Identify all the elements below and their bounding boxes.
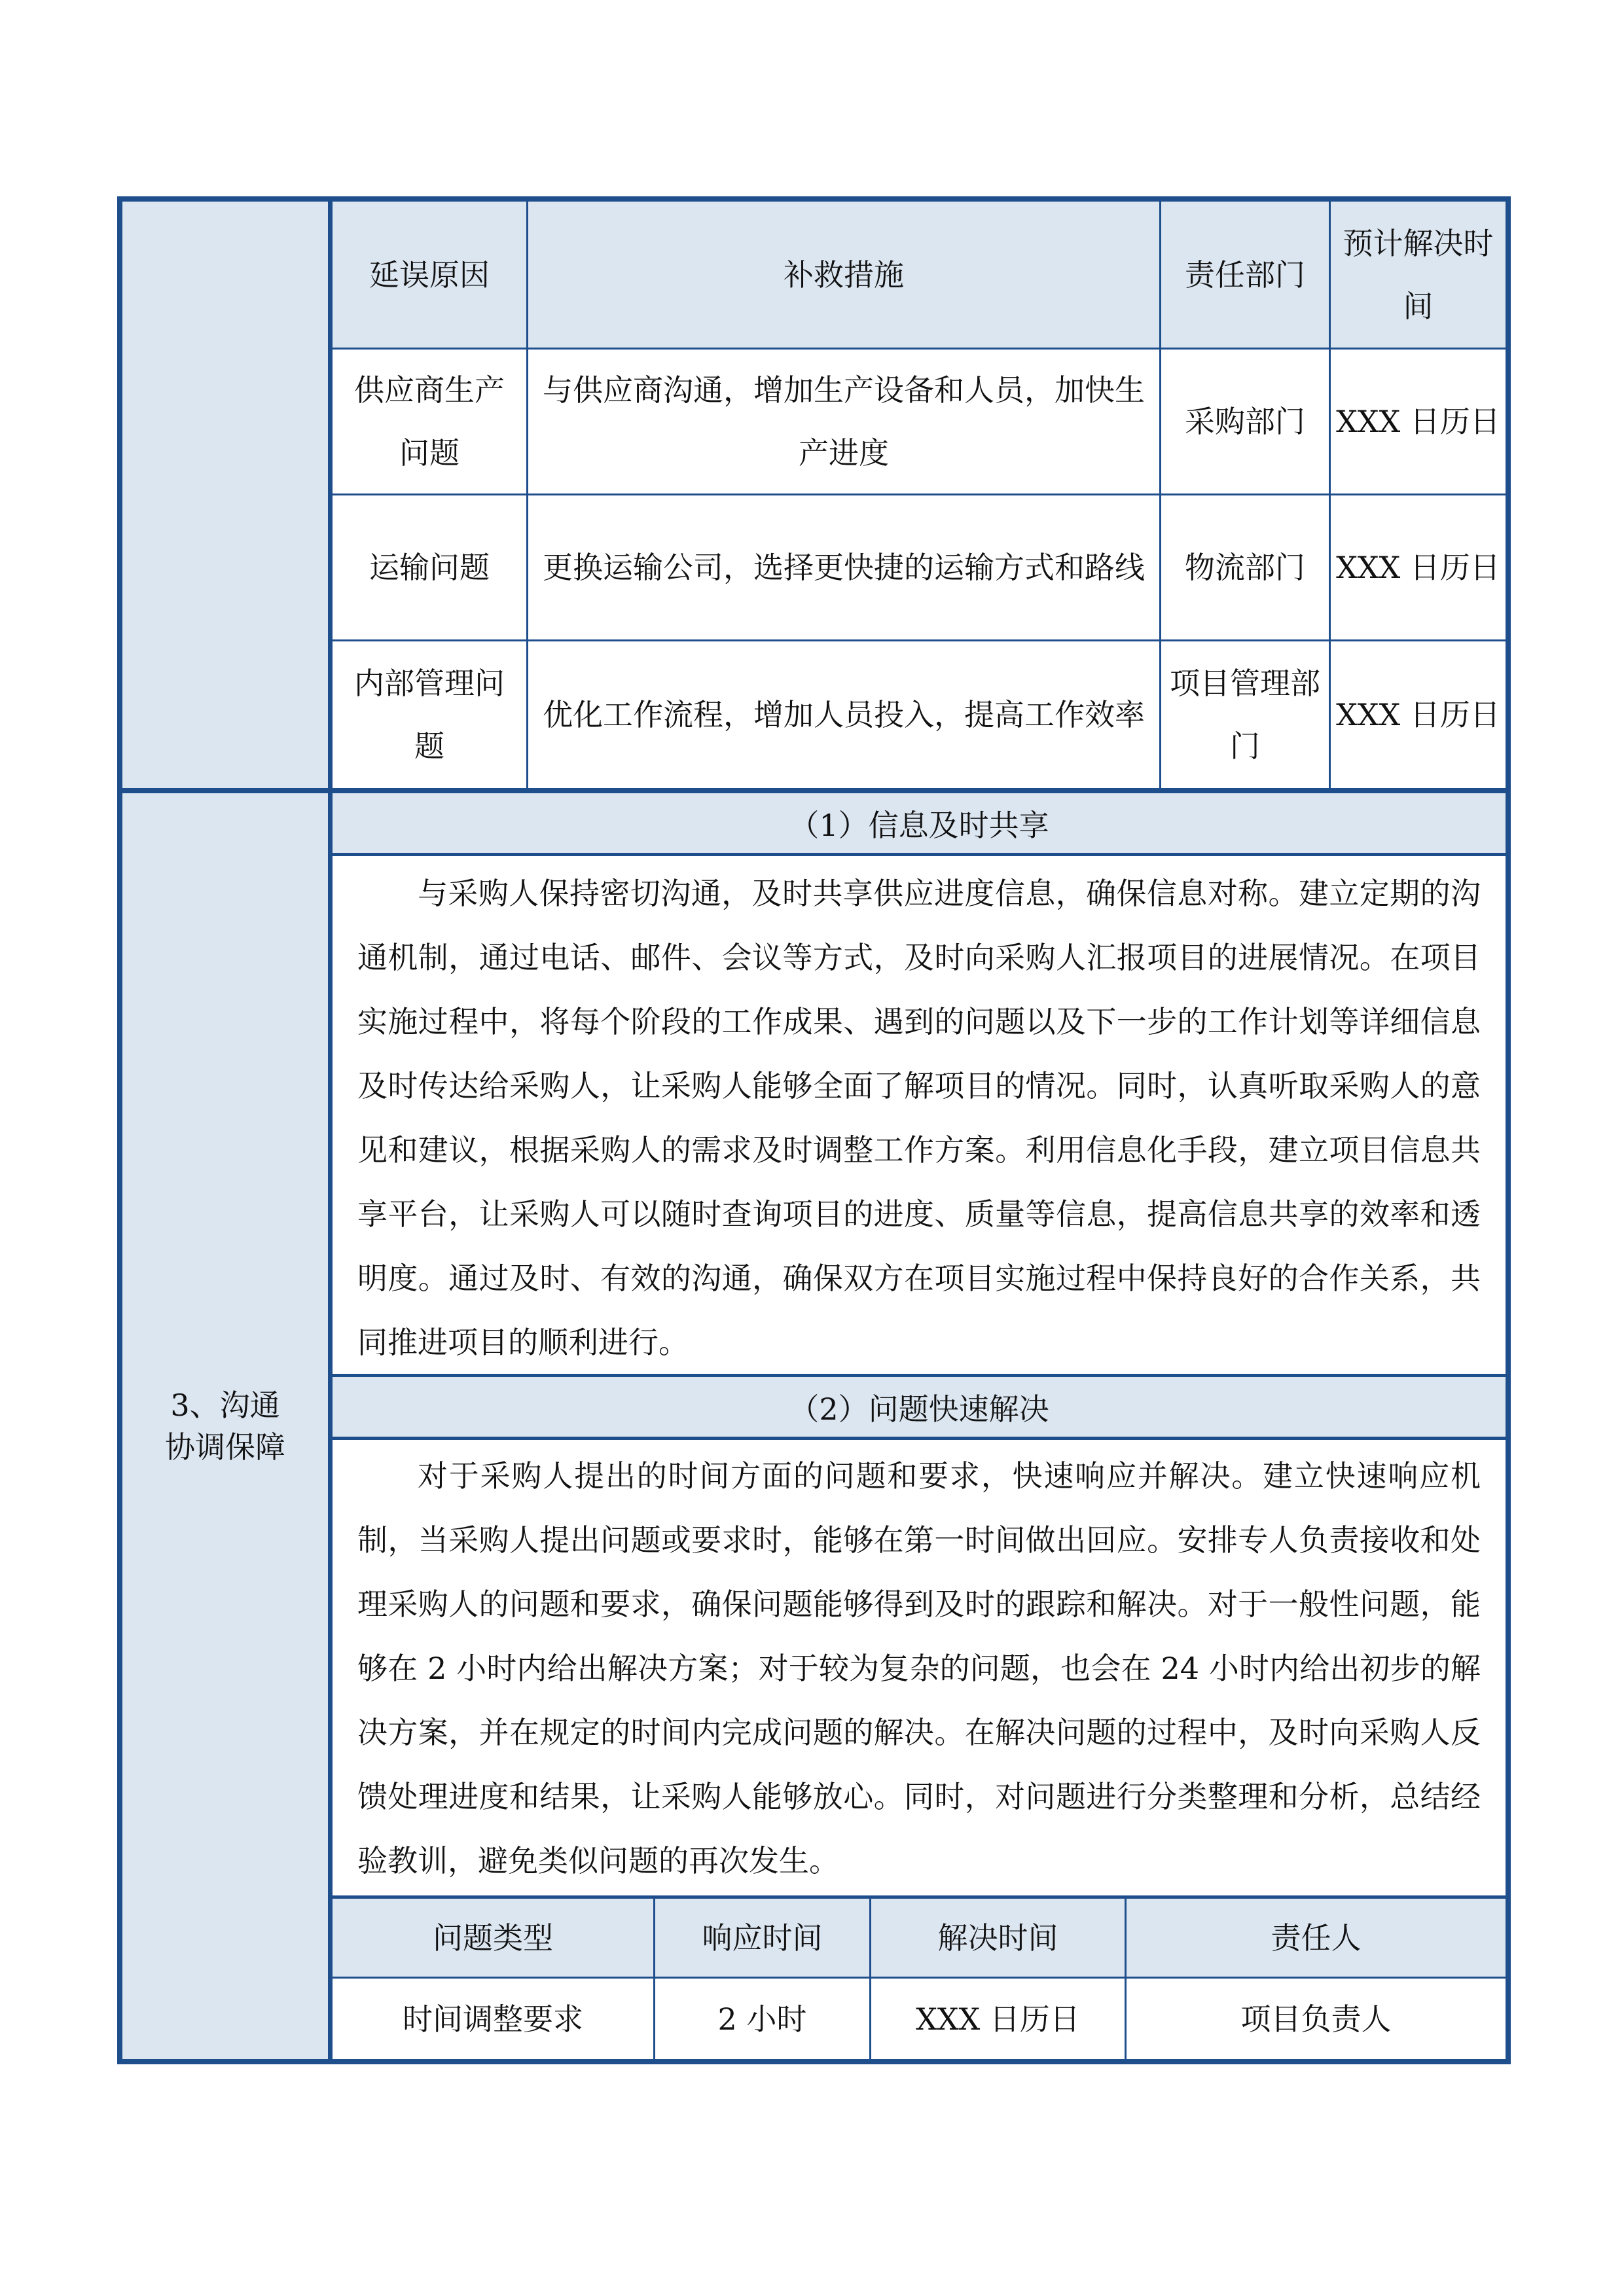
delay-row-reason: 运输问题	[369, 550, 490, 585]
delay-row-time: XXX 日历日	[1336, 697, 1500, 732]
delay-row-reason: 供应商生产问题	[354, 372, 505, 471]
sub2-body: 对于采购人提出的时间方面的问题和要求，快速响应并解决。建立快速响应机制，当采购人提出问题或要求时，能够在第一时间做出回应。安排专人负责接收和处理采购人的问题和要求，确保问题能够得到及时的跟踪和解决。对于一般性问题，能够在 2 小时内给出解决方案；对于较为复杂的问题，也会在 24 小时内给出初步的解决方案，并在规定的时间内完成问题的解决。在解决问题的过程中，及时向采购人反馈处理进度和结果，让采购人能够放心。同时，对问题进行分类整理和分析，总结经验教训，避免类似问题的再次发生。	[357, 1458, 1481, 1878]
response-header-type: 问题类型	[433, 1920, 553, 1956]
delay-row-measure: 与供应商沟通，增加生产设备和人员，加快生产进度	[543, 372, 1145, 471]
main-divider	[328, 202, 333, 2059]
delay-row-dept: 物流部门	[1185, 550, 1305, 585]
delay-header-reason: 延误原因	[369, 257, 490, 293]
section3-title-cell	[122, 793, 328, 2059]
section3-title: 3、沟通协调保障	[165, 1388, 285, 1465]
response-header-owner: 责任人	[1271, 1920, 1362, 1956]
delay-row-dept: 项目管理部门	[1170, 666, 1320, 764]
delay-row-time: XXX 日历日	[1336, 404, 1500, 439]
response-row-owner: 项目负责人	[1240, 2001, 1392, 2037]
delay-row-dept: 采购部门	[1185, 404, 1305, 439]
delay-row-measure: 更换运输公司，选择更快捷的运输方式和路线	[543, 550, 1145, 585]
delay-header-time: 预计解决时间	[1343, 225, 1494, 324]
sub2-heading: （2）问题快速解决	[333, 1377, 1506, 1437]
response-header-resolve-time: 解决时间	[937, 1920, 1058, 1956]
response-header-response-time: 响应时间	[702, 1920, 823, 1956]
delay-row-measure: 优化工作流程，增加人员投入，提高工作效率	[543, 697, 1145, 732]
response-row-type: 时间调整要求	[403, 2001, 583, 2037]
sub1-heading: （1）信息及时共享	[333, 793, 1506, 853]
response-row-response-time: 2 小时	[717, 2001, 807, 2037]
section-separator	[122, 788, 1506, 793]
delay-row-reason: 内部管理问题	[354, 666, 505, 764]
response-row-resolve-time: XXX 日历日	[916, 2001, 1080, 2037]
delay-header-measure: 补救措施	[784, 257, 904, 293]
sub1-body: 与采购人保持密切沟通，及时共享供应进度信息，确保信息对称。建立定期的沟通机制，通过电话、邮件、会议等方式，及时向采购人汇报项目的进展情况。在项目实施过程中，将每个阶段的工作成果、遇到的问题以及下一步的工作计划等详细信息及时传达给采购人，让采购人能够全面了解项目的情况。同时，认真听取采购人的意见和建议，根据采购人的需求及时调整工作方案。利用信息化手段，建立项目信息共享平台，让采购人可以随时查询项目的进度、质量等信息，提高信息共享的效率和透明度。通过及时、有效的沟通，确保双方在项目实施过程中保持良好的合作关系，共同推进项目的顺利进行。	[357, 876, 1481, 1360]
delay-header-dept: 责任部门	[1185, 257, 1305, 293]
delay-row-time: XXX 日历日	[1336, 550, 1500, 585]
left-column-top	[122, 202, 328, 788]
